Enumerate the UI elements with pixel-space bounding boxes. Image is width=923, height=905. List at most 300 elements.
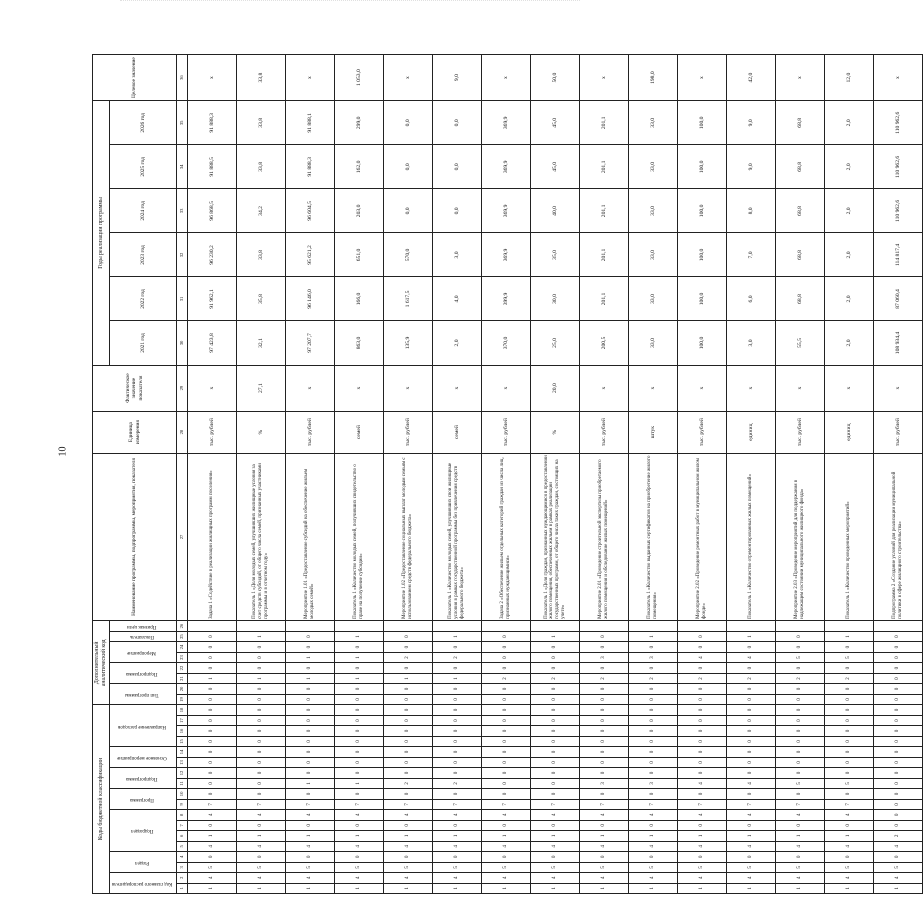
code-digit: 0: [482, 715, 531, 725]
code-digit: 1: [433, 631, 482, 641]
column-number: 9: [177, 799, 188, 809]
code-digit: [335, 621, 384, 631]
row-name: Показатель 1 «Количество отремонтированных жилых помещений»: [727, 453, 776, 621]
code-digit: 2: [531, 673, 580, 683]
code-digit: 0: [629, 694, 678, 704]
code-digit: 0: [874, 778, 923, 788]
code-digit: 0: [237, 736, 286, 746]
code-digit: 0: [825, 820, 874, 830]
row-year-value: 110 962,6: [874, 189, 923, 233]
code-digit: 1: [335, 631, 384, 641]
code-digit: 0: [629, 747, 678, 757]
code-digit: 0: [825, 747, 874, 757]
code-digit: 4: [727, 873, 776, 883]
code-digit: 4: [384, 873, 433, 883]
code-digit: 0: [580, 726, 629, 736]
row-fact: x: [874, 365, 923, 411]
row-year-value: 166,0: [335, 277, 384, 321]
row-year-value: 110 962,6: [874, 145, 923, 189]
row-year-value: 34,2: [237, 189, 286, 233]
code-digit: 0: [384, 747, 433, 757]
code-digit: 4: [874, 841, 923, 851]
code-digit: 1: [825, 631, 874, 641]
code-digit: 1: [678, 883, 727, 893]
code-digit: 0: [727, 642, 776, 652]
code-digit: 0: [335, 705, 384, 716]
code-digit: 1: [237, 883, 286, 893]
code-digit: 0: [482, 642, 531, 652]
code-digit: 0: [678, 631, 727, 641]
table-row: [776, 55, 825, 894]
row-name: Мероприятие 1.02 «Предоставление социальных выплат молодым семьям с использованием средств федерального бюджета»: [384, 453, 433, 621]
code-digit: 4: [188, 810, 237, 820]
code-digit: 0: [188, 726, 237, 736]
unit-header: Единица измерения: [93, 411, 177, 453]
row-year-value: 0,0: [433, 101, 482, 145]
column-number: 10: [177, 789, 188, 799]
code-digit: 0: [727, 757, 776, 767]
code-digit: 0: [678, 715, 727, 725]
year-header: 2021 год: [110, 321, 177, 365]
year-header: 2025 год: [110, 145, 177, 189]
code-digit: 0: [531, 663, 580, 673]
code-digit: 1: [776, 883, 825, 893]
code-digit: 4: [580, 841, 629, 851]
code-digit: 1: [727, 883, 776, 893]
row-fact: 20,0: [531, 365, 580, 411]
code-digit: 0: [825, 757, 874, 767]
row-fact: x: [678, 365, 727, 411]
code-digit: 3: [580, 778, 629, 788]
column-number: 12: [177, 768, 188, 778]
final-header: Целевое значение: [93, 55, 177, 101]
code-digit: 7: [825, 799, 874, 809]
code-digit: [482, 621, 531, 631]
code-digit: 0: [384, 705, 433, 716]
row-year-value: 201,1: [580, 189, 629, 233]
code-digit: 0: [433, 747, 482, 757]
code-digit: 0: [384, 642, 433, 652]
code-digit: 5: [776, 778, 825, 788]
column-number: 8: [177, 810, 188, 820]
row-name: Показатель 1 «Количество выданных сертификатов на приобретение жилого помещения»: [629, 453, 678, 621]
row-year-value: 2,0: [825, 277, 874, 321]
code-digit: 0: [825, 789, 874, 799]
additional-subheader: Тип программы: [110, 684, 177, 705]
row-fact: x: [433, 365, 482, 411]
program-years-header: Годы реализации программы: [93, 101, 110, 365]
row-year-value: 863,0: [335, 321, 384, 365]
code-digit: 0: [335, 757, 384, 767]
code-digit: 0: [237, 768, 286, 778]
code-digit: 0: [188, 705, 237, 716]
row-name: Мероприятие 2.01 «Проведение строительной экспертизы приобретаемого жилого помещения и обследование жилых помещений»: [580, 453, 629, 621]
code-digit: 0: [384, 757, 433, 767]
code-digit: 0: [188, 715, 237, 725]
code-digit: 0: [580, 768, 629, 778]
row-year-value: 135,9: [384, 321, 433, 365]
row-year-value: 399,9: [482, 277, 531, 321]
code-digit: 0: [384, 684, 433, 694]
column-number: 3: [177, 862, 188, 872]
code-digit: 0: [629, 789, 678, 799]
row-year-value: 3,0: [727, 321, 776, 365]
row-year-value: 8,0: [727, 189, 776, 233]
code-digit: 0: [874, 652, 923, 662]
code-digit: 5: [629, 862, 678, 872]
row-year-value: 0,0: [384, 101, 433, 145]
row-fact: x: [727, 365, 776, 411]
code-digit: 1: [629, 631, 678, 641]
code-digit: 0: [531, 757, 580, 767]
code-digit: 2: [727, 673, 776, 683]
row-year-value: 96 868,5: [188, 189, 237, 233]
row-final: 12,0: [825, 55, 874, 101]
column-number: 21: [177, 673, 188, 683]
code-digit: 0: [580, 789, 629, 799]
row-year-value: 33,0: [629, 145, 678, 189]
code-digit: 1: [776, 831, 825, 841]
code-digit: 0: [629, 663, 678, 673]
code-digit: 0: [531, 684, 580, 694]
code-digit: 4: [335, 873, 384, 883]
table-row: [825, 55, 874, 894]
code-digit: 0: [776, 726, 825, 736]
row-unit: тыс. рублей: [384, 411, 433, 453]
code-digit: 0: [580, 820, 629, 830]
code-digit: 0: [776, 757, 825, 767]
row-fact: x: [286, 365, 335, 411]
code-digit: 1: [629, 883, 678, 893]
code-digit: 0: [776, 705, 825, 716]
row-final: x: [286, 55, 335, 101]
row-unit: тыс. рублей: [286, 411, 335, 453]
code-digit: 1: [188, 831, 237, 841]
row-unit: тыс. рублей: [482, 411, 531, 453]
code-digit: 0: [335, 684, 384, 694]
code-digit: 0: [531, 747, 580, 757]
code-digit: 5: [384, 862, 433, 872]
code-digit: 0: [188, 789, 237, 799]
code-digit: 4: [482, 873, 531, 883]
code-digit: 0: [874, 631, 923, 641]
code-digit: 0: [580, 757, 629, 767]
code-digit: 0: [286, 663, 335, 673]
code-digit: 0: [286, 820, 335, 830]
code-digit: 1: [335, 778, 384, 788]
code-digit: 0: [874, 810, 923, 820]
row-fact: x: [580, 365, 629, 411]
row-year-value: 370,0: [482, 321, 531, 365]
code-digit: 0: [776, 715, 825, 725]
column-number: 27: [177, 453, 188, 621]
code-digit: 2: [776, 673, 825, 683]
code-digit: 0: [825, 663, 874, 673]
code-digit: 0: [335, 820, 384, 830]
code-digit: 0: [286, 705, 335, 716]
code-digit: 7: [678, 799, 727, 809]
table-row: [335, 55, 384, 894]
code-digit: 0: [335, 747, 384, 757]
code-digit: 1: [433, 883, 482, 893]
code-digit: 0: [776, 663, 825, 673]
code-digit: 5: [825, 778, 874, 788]
row-unit: тыс. рублей: [580, 411, 629, 453]
code-digit: 0: [531, 705, 580, 716]
code-digit: 0: [776, 736, 825, 746]
row-unit: %: [531, 411, 580, 453]
code-digit: 0: [678, 726, 727, 736]
code-digit: 4: [629, 841, 678, 851]
code-digit: 7: [286, 799, 335, 809]
code-digit: 0: [874, 673, 923, 683]
code-digit: 4: [531, 873, 580, 883]
code-digit: 0: [482, 663, 531, 673]
code-digit: 3: [629, 778, 678, 788]
row-fact: x: [188, 365, 237, 411]
code-digit: 4: [335, 841, 384, 851]
table-row: [531, 55, 580, 894]
code-digit: 2: [384, 652, 433, 662]
code-digit: 0: [531, 642, 580, 652]
code-digit: 0: [727, 705, 776, 716]
code-digit: 0: [237, 715, 286, 725]
code-digit: 1: [433, 831, 482, 841]
row-year-value: 95 621,2: [286, 233, 335, 277]
code-digit: 2: [433, 778, 482, 788]
code-digit: 0: [335, 663, 384, 673]
code-digit: 0: [188, 778, 237, 788]
code-digit: 1: [335, 673, 384, 683]
row-year-value: 100,0: [678, 277, 727, 321]
code-digit: 0: [286, 715, 335, 725]
code-digit: 5: [776, 862, 825, 872]
code-digit: 4: [237, 873, 286, 883]
code-digit: 0: [482, 820, 531, 830]
code-digit: 1: [384, 673, 433, 683]
row-year-value: 9,0: [727, 101, 776, 145]
row-year-value: 33,0: [629, 321, 678, 365]
code-digit: 0: [286, 757, 335, 767]
code-digit: 5: [335, 862, 384, 872]
year-header: 2026 год: [110, 101, 177, 145]
code-digit: 2: [384, 778, 433, 788]
code-digit: 1: [384, 883, 433, 893]
row-year-value: 68,8: [776, 277, 825, 321]
row-name: Подпрограмма 2 «Создание условий для реализации муниципальной политики в сфере жилищного строительства»: [874, 453, 923, 621]
code-digit: 4: [727, 778, 776, 788]
code-digit: 0: [776, 684, 825, 694]
code-digit: 1: [335, 652, 384, 662]
code-digit: 0: [384, 631, 433, 641]
code-digit: 0: [188, 757, 237, 767]
code-digit: 0: [237, 694, 286, 704]
row-fact: x: [335, 365, 384, 411]
code-digit: 4: [482, 810, 531, 820]
column-number: 26: [177, 621, 188, 631]
code-digit: 0: [482, 631, 531, 641]
program-indicators-table: [92, 54, 923, 894]
code-digit: 0: [874, 715, 923, 725]
row-year-value: 4,0: [433, 277, 482, 321]
code-digit: 4: [825, 873, 874, 883]
row-year-value: 25,0: [531, 321, 580, 365]
code-digit: 0: [874, 789, 923, 799]
code-digit: 2: [482, 673, 531, 683]
column-number: 1: [177, 883, 188, 893]
code-digit: 0: [384, 663, 433, 673]
code-digit: 3: [629, 652, 678, 662]
code-digit: 4: [678, 778, 727, 788]
code-digit: 0: [776, 631, 825, 641]
additional-subheader: Подпрограмма: [110, 663, 177, 684]
column-number: 25: [177, 631, 188, 641]
table-row: [482, 55, 531, 894]
code-digit: 0: [874, 726, 923, 736]
table-row: [874, 55, 923, 894]
code-digit: 0: [335, 694, 384, 704]
rotated-table-frame: [92, 54, 903, 894]
code-digit: 0: [580, 705, 629, 716]
code-digit: 0: [727, 726, 776, 736]
row-year-value: 6,0: [727, 277, 776, 321]
row-unit: семей: [433, 411, 482, 453]
code-digit: 0: [237, 652, 286, 662]
code-digit: [678, 621, 727, 631]
code-digit: 4: [384, 841, 433, 851]
code-digit: 1: [237, 831, 286, 841]
code-digit: 0: [335, 789, 384, 799]
code-digit: 4: [678, 652, 727, 662]
code-digit: 0: [384, 768, 433, 778]
code-digit: 0: [727, 663, 776, 673]
code-digit: 0: [678, 768, 727, 778]
code-digit: 4: [678, 810, 727, 820]
row-name: Показатель 1 «Доля граждан, признанных нуждающимися в предоставлении жилого помещения, обеспеченных жильем в рамках реализации государственных программ, от общего числа таких граждан, состоящих на учете»: [531, 453, 580, 621]
code-digit: 7: [727, 799, 776, 809]
code-digit: 2: [433, 652, 482, 662]
code-digit: 1: [727, 631, 776, 641]
code-digit: 5: [727, 862, 776, 872]
code-digit: 0: [188, 768, 237, 778]
column-number: 2: [177, 873, 188, 883]
row-fact: x: [825, 365, 874, 411]
code-digit: 0: [482, 768, 531, 778]
table-row: [727, 55, 776, 894]
row-name: Показатель 1 «Количество проведенных мероприятий»: [825, 453, 874, 621]
code-digit: 0: [482, 747, 531, 757]
code-digit: 0: [776, 852, 825, 862]
code-digit: 1: [482, 883, 531, 893]
code-digit: 0: [874, 757, 923, 767]
code-digit: 0: [531, 652, 580, 662]
code-digit: 0: [531, 736, 580, 746]
column-number: 29: [177, 365, 188, 411]
code-digit: 4: [384, 810, 433, 820]
code-digit: [286, 621, 335, 631]
code-digit: 5: [237, 862, 286, 872]
row-year-value: 100,0: [678, 101, 727, 145]
table-row: [433, 55, 482, 894]
code-digit: [237, 621, 286, 631]
row-year-value: 2,0: [825, 101, 874, 145]
code-digit: 4: [874, 873, 923, 883]
code-digit: 1: [531, 631, 580, 641]
code-digit: 0: [727, 820, 776, 830]
code-digit: 0: [678, 820, 727, 830]
column-number: 15: [177, 736, 188, 746]
column-number: 30: [177, 321, 188, 365]
row-year-value: 7,0: [727, 233, 776, 277]
code-digit: 4: [580, 810, 629, 820]
code-digit: 2: [825, 673, 874, 683]
row-name: Задача 2 «Обеспечение жильем отдельных категорий граждан из числа лиц, признанных нуждающимися»: [482, 453, 531, 621]
column-number: 35: [177, 101, 188, 145]
code-digit: 4: [433, 873, 482, 883]
code-digit: 0: [531, 715, 580, 725]
code-digit: 0: [825, 642, 874, 652]
name-header: Наименование программы, подпрограммы, мероприятия, показателя: [93, 453, 177, 621]
code-digit: 0: [874, 799, 923, 809]
code-digit: 0: [237, 642, 286, 652]
row-year-value: 87 060,4: [874, 277, 923, 321]
code-digit: 0: [727, 694, 776, 704]
code-digit: 0: [629, 736, 678, 746]
code-digit: 0: [433, 789, 482, 799]
code-digit: 0: [188, 684, 237, 694]
code-digit: 0: [384, 726, 433, 736]
column-number: 7: [177, 820, 188, 830]
code-digit: 0: [286, 726, 335, 736]
row-year-value: 108 934,4: [874, 321, 923, 365]
code-digit: 7: [531, 799, 580, 809]
code-digit: 0: [188, 642, 237, 652]
row-year-value: 162,0: [335, 145, 384, 189]
code-digit: 4: [727, 841, 776, 851]
column-number: 4: [177, 852, 188, 862]
code-digit: 0: [678, 789, 727, 799]
code-subheader: Направление расходов: [110, 705, 177, 747]
row-name: Показатель 1 «Количество молодых семей, получивших свидетельство о праве на получение субсидии»: [335, 453, 384, 621]
code-digit: 0: [678, 663, 727, 673]
code-digit: 1: [188, 673, 237, 683]
row-final: x: [776, 55, 825, 101]
row-final: 50,0: [531, 55, 580, 101]
row-year-value: 570,0: [384, 233, 433, 277]
row-year-value: 91 888,3: [286, 145, 335, 189]
row-year-value: 203,0: [335, 189, 384, 233]
code-digit: 7: [482, 799, 531, 809]
code-digit: 0: [874, 642, 923, 652]
code-digit: 0: [531, 726, 580, 736]
table-row: [286, 55, 335, 894]
code-digit: 4: [237, 841, 286, 851]
code-digit: 0: [482, 757, 531, 767]
column-number: 33: [177, 189, 188, 233]
row-final: x: [482, 55, 531, 101]
code-subheader: Подраздел: [110, 810, 177, 852]
column-number: 6: [177, 831, 188, 841]
row-name: Мероприятие 2.03 «Проведение мероприятий для поддержания в надлежащем состоянии муниципального жилищного фонда»: [776, 453, 825, 621]
code-digit: 2: [874, 831, 923, 841]
code-digit: 0: [727, 747, 776, 757]
code-digit: 5: [678, 862, 727, 872]
row-unit: единиц: [825, 411, 874, 453]
additional-codes-header: Дополнительный аналитический код: [93, 621, 110, 705]
code-digit: 0: [776, 642, 825, 652]
code-digit: 4: [286, 873, 335, 883]
code-digit: 0: [678, 757, 727, 767]
